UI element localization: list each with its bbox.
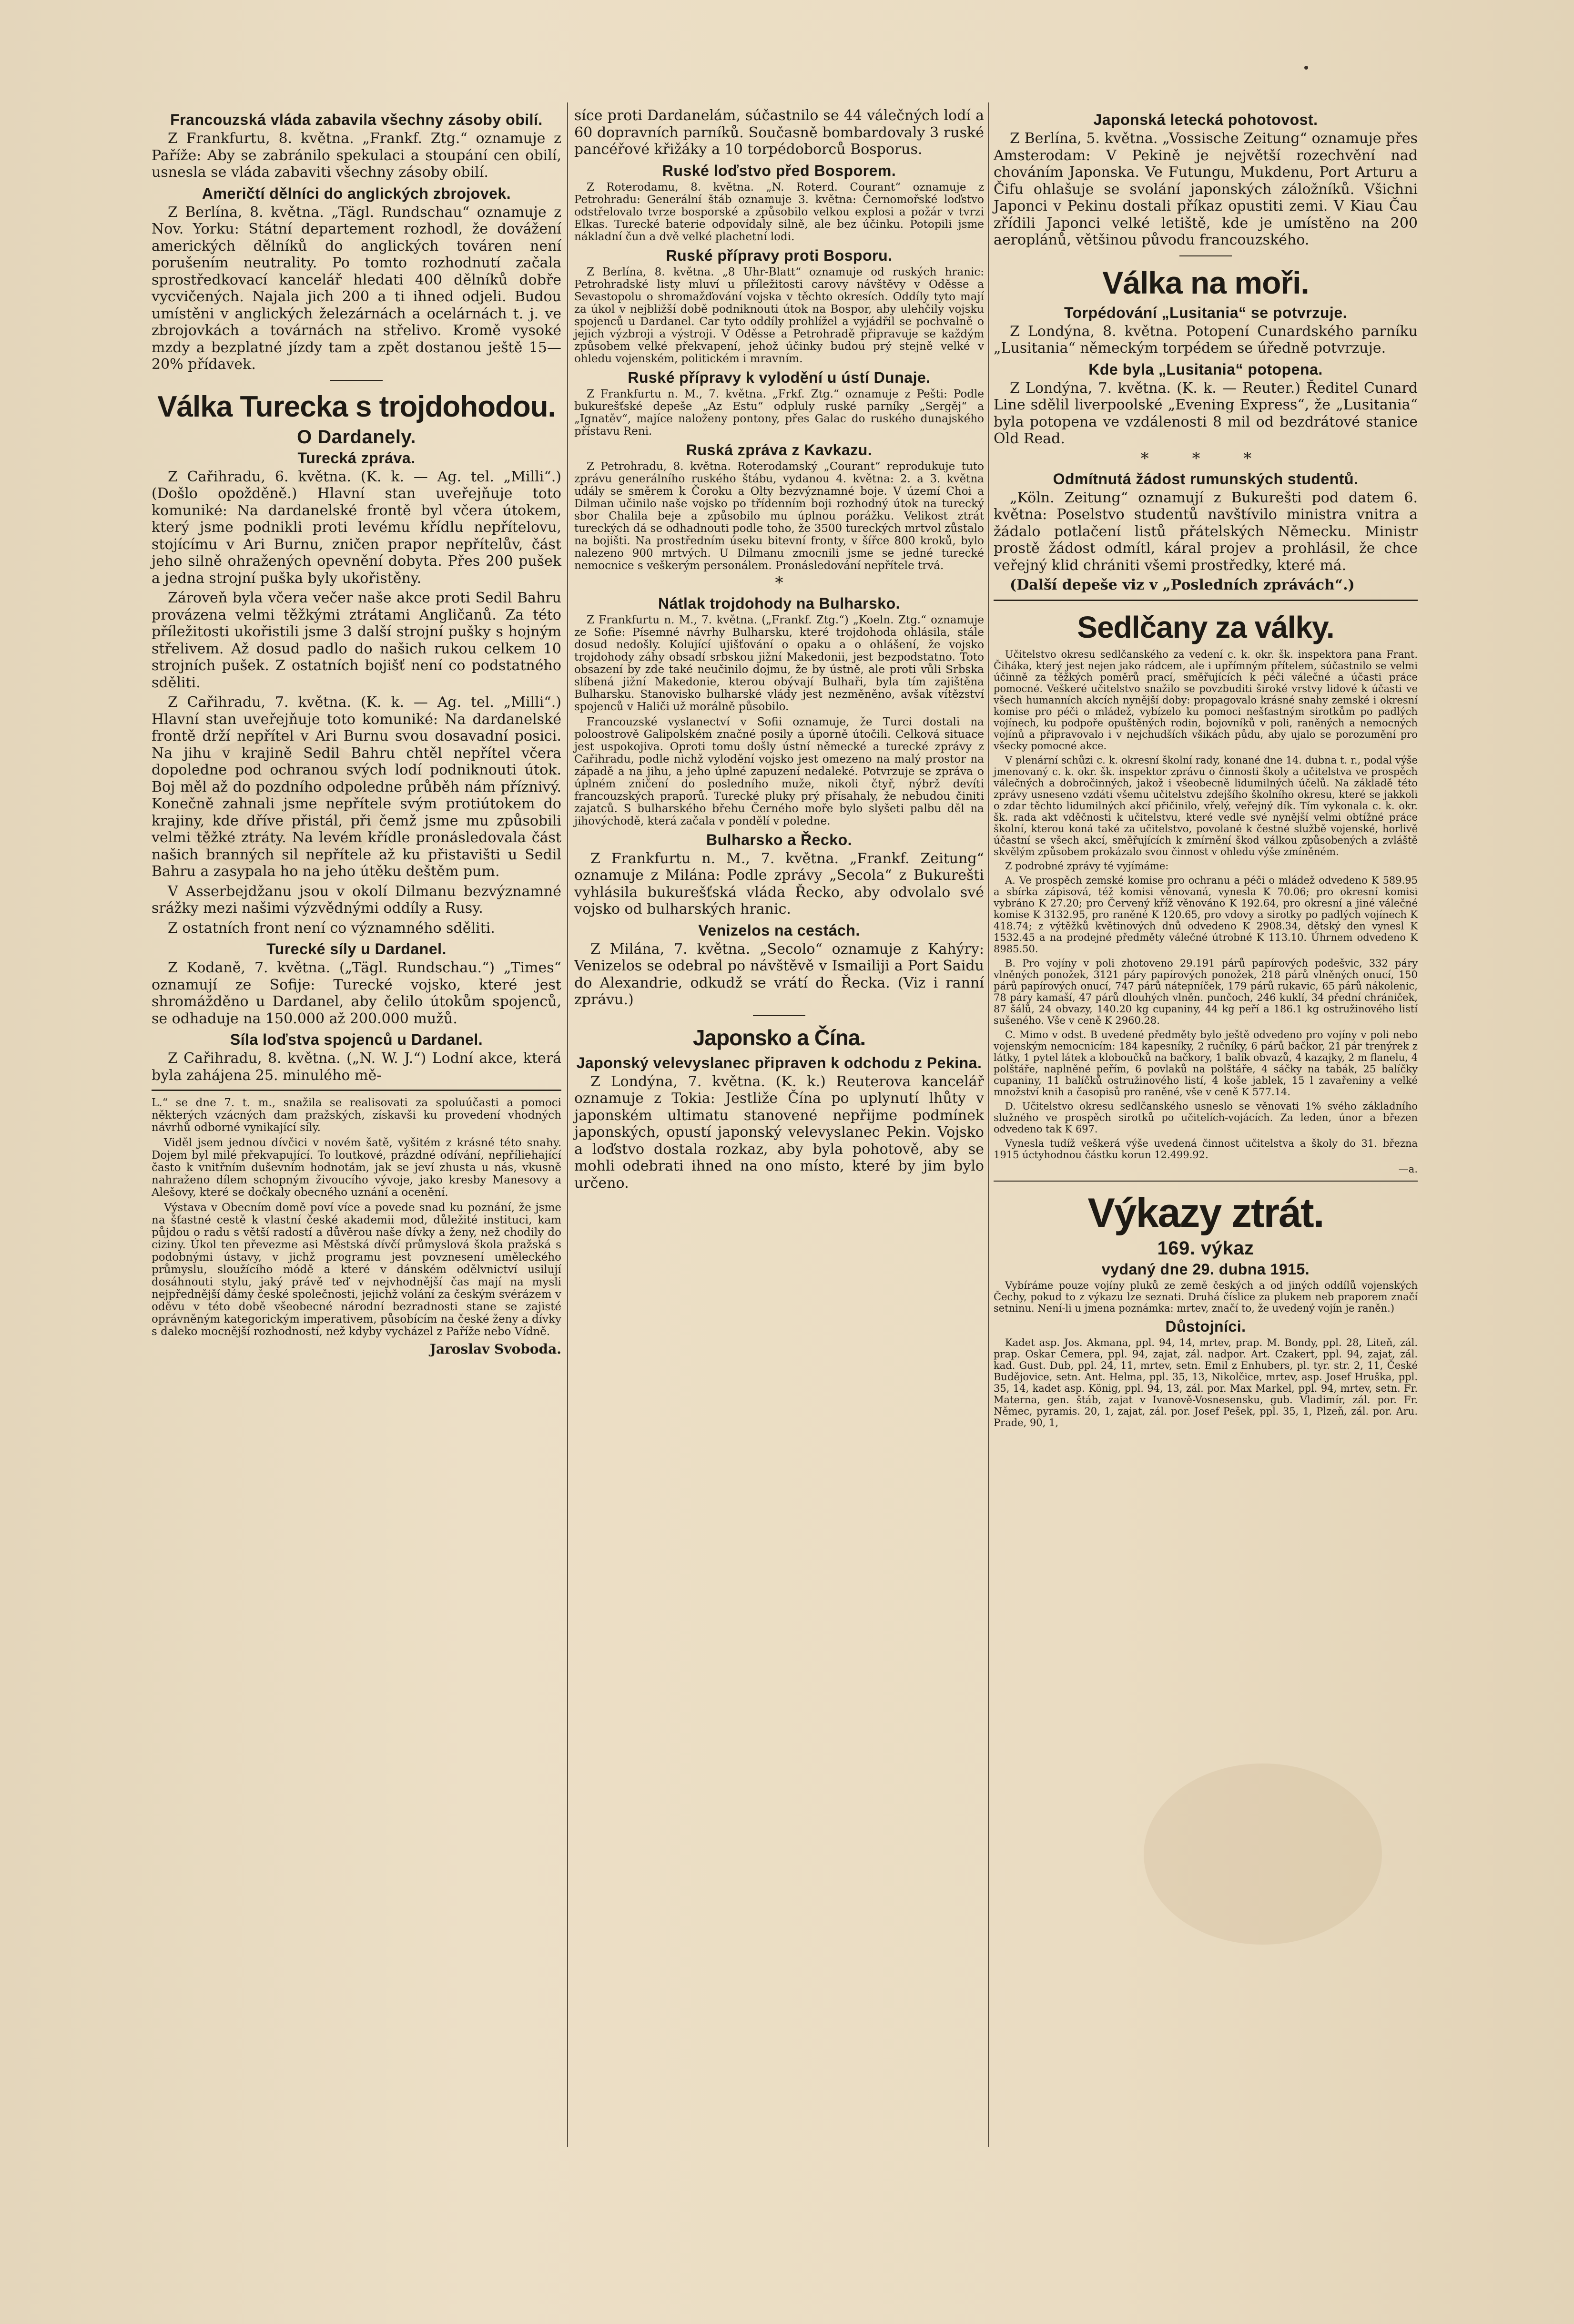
article-text: Z Kodaně, 7. května. („Tägl. Rundschau.“) „Times“ oznamují ze Sofije: Turecké vojsko, které jest shromážděno u Dardanel, aby čelilo útokům spojenců, se odhaduje na 150.000 až 200.000 mužů. [152, 959, 561, 1027]
column-2 [574, 107, 984, 1194]
article-text: Z Roterodamu, 8. května. „N. Roterd. Courant“ oznamuje z Petrohradu: Generální štáb oznamuje 3. května: Černomořské loďstvo odstřelovalo tvrze bosporské a způsobilo velkou explosi a požár v tvrzi Elkas. Turecké baterie odpovídaly silně, ale bez účinku. Potopili jsme nákladní čun a dvě velké plachetní lodi. [574, 181, 984, 243]
article-text: Z Berlína, 8. května. „Tägl. Rundschau“ oznamuje z Nov. Yorku: Státní departement rozhodl, že dovážení amerických dělníků do anglických továren není porušením neutrality. Po tomto rozhodnutí začala sprostředkovací kancelář hledati 400 dělníků dobře vycvičených. Najala jich 200 a ti ihned odjeli. Budou umístěni v anglických železárnách a ocelárnách t. j. ve zbrojovkách a továrnách na střelivo. Kromě vysoké mzdy a bezplatné jízdy tam a zpět dostanou ještě 15—20% přídavek. [152, 204, 561, 373]
article-text: V Asserbejdžanu jsou v okolí Dilmanu bezvýznamné srážky mezi našimi výzvědnými oddíly a Rusy. [152, 883, 561, 917]
asterisk-divider: * * * [1140, 448, 1271, 468]
headline-venizelos: Venizelos na cestách. [698, 921, 860, 939]
article-text: Učitelstvo okresu sedlčanského za vedení c. k. okr. šk. inspektora pana Frant. Čiháka, který jest nejen jako rádcem, ale i upřímným přítelem, súčastnilo se velmi účinně za těžkých poměrů prací, směřujících k péči válečné a účasti práce pomocné. Veškeré učitelstvo snažilo se povzbuditi široké vrstvy lidové k účasti ve všech humanních akcích nynější doby: propagovalo krásné snahy zemské i okresní komise pro péči o mládež, vybízelo ku pomoci nešťastným sirotkům po padlých vojínech, ku podpoře opuštěných rodin, bojovníků v poli, raněných a nemocných vojínů a připravovalo i v nejchudších všikách půdu, aby ujalo se porozumění pro všecky pomocné akce. [994, 648, 1418, 752]
column-1 [152, 107, 561, 1361]
feuilleton-text: L.“ se dne 7. t. m., snažila se realisovati za spoluúčasti a pomoci některých vzácných dam pražských, získavši ku provedení vhodných návrhů odborné vynikající síly. [152, 1097, 561, 1134]
divider [330, 380, 383, 381]
headline-danube: Ruské přípravy k vylodění u ústí Dunaje. [628, 368, 931, 386]
article-text: Z Cařihradu, 7. května. (K. k. — Ag. tel. „Milli“.) Hlavní stan uveřejňuje toto komuniké: Na dardanelské frontě drží nepřítel v Ari Burnu svou dosavadní posici. Na jihu v krajině Sedil Bahru chtěl nepřítel včera dopoledne pod ochranou svých lodí podniknouti útok. Boj měl až do pozdního odpoledne průběh nám příznivý. Konečně zahnali jsme nepřítele svým protiútokem do krajiny, kde dříve přistál, při čemž jsme mu způsobili velmi těžké ztráty. Na levém křídle pronásledovala část našich branných sil nepřítele až ku přistavišti u Sedil Bahru a zasypala ho na jeho útěku deštěm pum. [152, 694, 561, 880]
paper-stain [1144, 1763, 1382, 1945]
asterisk-divider: * [775, 573, 783, 592]
article-text: Zároveň byla včera večer naše akce proti Sedil Bahru provázena velmi těžkými ztrátami Angličanů. Za této příležitosti ukořistili jsme 3 další strojní pušky s hojným střelivem. Až dosud padlo do našich rukou celkem 10 strojních pušek. Z ostatních bojišť není co podstatného sděliti. [152, 590, 561, 691]
article-text: Z Cařihradu, 6. května. (K. k. — Ag. tel. „Milli“.) (Došlo opožděně.) Hlavní stan uveřejňuje toto komuniké: Na dardanelské frontě byl včera útokem, který jsme podnikli proti levému křídlu nepřítelovu, stojícímu v Ari Burnu, zničen prapor nepřítelův, část jeho silně ohražených opevnění dobyta. Přes 200 pušek a jedna strojní puška byly ukořistěny. [152, 468, 561, 587]
article-text: Z Berlína, 8. května. „8 Uhr-Blatt“ oznamuje od ruských hranic: Petrohradské listy mluví u příležitosti carovy návštěvy v Oděsse a Sevastopolu o shromažďování vojska v těchto okresích. Oddíly tyto mají za úkol v nejbližší době podniknouti útok na Bospor, aby ulehčily vojsku spojenců u Dardanel. Car tyto oddíly prohlížel a vyjádřil se pochvalně o jejich výzbroji a výstroji. V Oděsse a Petrohradě připravuje se každým způsobem velké překvapení, jehož účinky budou prý stejně velké v ohledu vojenském, politickém i mravním. [574, 265, 984, 365]
article-text: „Köln. Zeitung“ oznamují z Bukurešti pod datem 6. května: Poselstvo studentů navštívilo ministra vnitra a žádalo potlačení listů přátelských Německu. Ministr prostě žádost odmítl, káral projev a prohlásil, že chce veřejný klid chrániti všemi prostředky, které má. [994, 489, 1418, 574]
article-text: Z Petrohradu, 8. května. Roterodamský „Courant“ reprodukuje tuto zprávu generálního ruského štábu, vydanou 4. května: 2. a 3. května udály se směrem k Čoroku a Olty bezvýznamné boje. V území Choi a Dilman učinilo naše vojsko po třídenním boji rozhodný útok na turecký sbor Chalila beje a způsobilo mu úplnou porážku. Velikost ztrát tureckých dá se odhadnouti podle toho, že 3500 tureckých mrtvol zůstalo na bojišti. Na prostředním úseku bitevní fronty, v šířce 800 kroků, bylo nalezeno 900 mrtvých. U Dilmanu zmocnili jsme se jedné turecké nemocnice s veškerým personálem. Pronásledování nepřítele trvá. [574, 460, 984, 572]
section-subheadline: O Dardanely. [297, 426, 416, 448]
headline-workers: Američtí dělníci do anglických zbrojovek. [202, 184, 511, 202]
divider [753, 1015, 805, 1016]
headline-bulgaria-pressure: Nátlak trojdohody na Bulharsko. [658, 594, 900, 612]
feuilleton-text: Viděl jsem jednou dívčici v novém šatě, vyšitém z krásné této snahy. Dojem byl milé překvapující. To loutkové, prázdné odívání, nepříliehající často k vnitřním duševním hodnotám, jak se jeví zhusta u nás, vkusně nahraženo dílem schopným živoucího vývoje, jako kresby Manesovy a Alešovy, které se dočkaly obecného uznání a ocenění. [152, 1137, 561, 1199]
article-text: Vynesla tudíž veškerá výše uvedená činnost učitelstva a školy do 31. března 1915 úctyhodnou částku korun 12.499.92. [994, 1137, 1418, 1161]
article-text: Z Frankfurtu n. M., 7. května. („Frankf. Ztg.“) „Koeln. Ztg.“ oznamuje ze Sofie: Písemné návrhy Bulharsku, které trojdohoda ohlásila, stále dosud nedošly. Kolující ujišťování o opaku a o ohlášení, že vojsko trojdohody záhy obsadí srbskou jižní Makedonii, jest bezpodstatno. Toto obsazení by zde také neučinilo dojmu, že by ústně, ale proti vůli Srbska slíbená jižní Makedonie, kterou obývají Bulhaři, byla tím zajištěna Bulharsku. Stanovisko bulharské vlády jest nezměněno, avšak vítězství spojenců v Haliči už morálně působilo. [574, 613, 984, 713]
article-text: A. Ve prospěch zemské komise pro ochranu a péči o mládež odvedeno K 589.95 a sbírka zápisová, též komisi věnovaná, vynesla K 70.06; pro okresní komisi vybráno K 27.20; pro Červený kříž věnováno K 192.64, pro okresní a jiné válečné komise K 3132.95, pro raněné K 120.65, pro vdovy a sirotky po padlých vojínech K 418.74; z výtěžků květinových dnů odvedeno K 2908.34, dětský den vynesl K 1532.45 a na prodejné předměty válečné útrobné K 113.10. Úhrnem odvedeno K 8985.50. [994, 874, 1418, 955]
article-text: V plenární schůzi c. k. okresní školní rady, konané dne 14. dubna t. r., podal výše jmenovaný c. k. okr. šk. inspektor zprávu o činnosti školy a učitelstva ve prospěch válečných a dobročinných, jakož i všeobecně lidumilných účelů. Na základě této zprávy usneseno vzdáti všemu učitelstvu zdejšího školního okresu, které se jakkoli o zdar těchto lidumilných akcí přičinilo, vřelý, veřejný dík. Tím vykonala c. k. okr. šk. rada akt vděčnosti k učitelstvu, které vedle své nynější velmi obtížné práce školní, kterou koná také za učitelstvo, povolané k čestné službě vojenské, horlivě účastní se všech akcí, směřujících k zmírnění škod válkou způsobených a zvláště skvělým způsobem prokázalo svou činnost v ohledu výše zmíněném. [994, 754, 1418, 857]
article-text: Kadet asp. Jos. Akmana, ppl. 94, 14, mrtev, prap. M. Bondy, ppl. 28, Liteň, zál. prap. Oskar Čemera, ppl. 94, zajat, zál. nadpor. Art. Czakert, ppl. 94, zajat, zál. kad. Gust. Dub, ppl. 24, 11, mrtev, setn. Emil z Enhubers, pl. tyr. str. 2, 11, České Budějovice, setn. Ant. Helma, ppl. 35, 13, Nikolčice, mrtev, asp. Josef Hruška, ppl. 35, 14, kadet asp. König, ppl. 94, 13, zál. por. Max Markel, ppl. 94, mrtev, setn. Fr. Materna, gen. štáb, zajat v Ivanově-Vosnesensku, gub. Vladimír, zál. por. Fr. Němec, pyramis. 20, 1, zajat, zál. por. Josef Pešek, ppl. 35, 1, Plzeň, zál. por. Aru. Prade, 90, 1, [994, 1336, 1418, 1428]
divider [994, 600, 1418, 601]
headline-grain: Francouzská vláda zabavila všechny zásoby obilí. [170, 111, 543, 128]
headline-russian-fleet: Ruské loďstvo před Bosporem. [662, 162, 896, 179]
headline-bulgaria-greece: Bulharsko a Řecko. [706, 831, 852, 848]
headline-lusitania-where: Kde byla „Lusitania“ potopena. [1088, 360, 1323, 378]
headline-russian-preparations: Ruské přípravy proti Bosporu. [666, 246, 893, 264]
section-headline-sedlcany: Sedlčany za války. [1077, 610, 1334, 644]
feuilleton-text: Výstava v Obecním domě poví více a povede snad ku poznání, že jsme na šťastné cestě k vlastní české akademii mod, důležité instituci, kam půjdou o radu s větší radostí a důvěrou naše dívky a ženy, než chodily do ciziny. Úkol ten převezme asi Městská dívčí průmyslová škola pražská s podobnými ústavy, v jichž programu jest povznesení uměleckého průmyslu, sloužícího módě a které v dánském odělvnictví usilují dosáhnouti stylu, jaký právě teď v nejvhodnější čas mají na mysli nejpřednější dámy české společnosti, jejichž volání za českým svérázem v oděvu v této době všeobecné národní bezradnosti stane se zajisté oprávněným kategorickým imperativem, působícím na české ženy a dívky s daleko mocnější rozhodností, než kdyby vycházel z Paříže nebo Vídně. [152, 1202, 561, 1338]
headline-romanian-students: Odmítnutá žádost rumunských studentů. [1053, 470, 1359, 488]
column-rule [567, 102, 568, 2147]
feuilleton-byline: Jaroslav Svoboda. [429, 1341, 561, 1357]
feuilleton-divider [152, 1090, 561, 1091]
article-text: Francouzské vyslanectví v Sofii oznamuje, že Turci dostali na poloostrově Galipolském značné posily a úporně útočili. Celková situace jest uspokojiva. Oproti tomu došly ústní německé a turecké zprávy z Cařihradu, podle nichž vylodění vojsko jest omezeno na malý prostor na západě a na jihu, a jeho úplné zapuzení nedaleké. Potvrzuje se zpráva o úplném zničení do posledního muže, nikoli čtyř, nýbrž devíti francouzských praporů. Turecké pluky prý přísahaly, že nebudou činiti zajatců. S bulharského břehu Černého moře bylo slyšeti palbu děl na jihovýchodě, která začala v pondělí v poledne. [574, 715, 984, 827]
article-text: Z Londýna, 7. května. (K. k. — Reuter.) Ředitel Cunard Line sdělil liverpoolské „Evening Express“, že „Lusitania“ byla potopena ve vzdálenosti 8 mil od bezdrátové stanice Old Read. [994, 379, 1418, 447]
headline-ambassador: Japonský velevyslanec připraven k odchodu z Pekina. [576, 1054, 982, 1071]
section-headline-casualties: Výkazy ztrát. [1087, 1190, 1324, 1236]
column-3 [994, 107, 1418, 1431]
article-text: Z ostatních front není co významného sděliti. [168, 919, 495, 937]
divider [1179, 255, 1232, 256]
section-headline-sea-war: Válka na moři. [1102, 265, 1309, 300]
divider [994, 1181, 1418, 1182]
article-note: (Další depeše viz v „Posledních zprávách“.) [1010, 577, 1355, 593]
headline-turkish-report: Turecká zpráva. [297, 449, 416, 467]
article-text: Z Frankfurtu n. M., 7. května. „Frankf. Zeitung“ oznamuje z Milána: Podle zprávy „Secola“ z Bukurešti vyhlásila bukurešťská vláda Řecko, aby odvolalo své vojsko od bulharských hranic. [574, 850, 984, 917]
section-headline: Válka Turecka s trojdohodou. [157, 390, 556, 423]
casualty-list-number: 169. výkaz [1157, 1237, 1254, 1259]
casualty-list-date: vydaný dne 29. dubna 1915. [1101, 1260, 1310, 1278]
article-text: Z podrobné zprávy té vyjímáme: [1005, 860, 1169, 872]
article-text: síce proti Dardanelám, súčastnilo se 44 válečných lodí a 60 dopravních parníků. Současně bombardovaly 3 ruské pancéřové křižáky a 10 torpédoborců Bosporus. [574, 107, 984, 158]
article-text: Z Frankfurtu n. M., 7. května. „Frkf. Ztg.“ oznamuje z Pešti: Podle bukurešťské depeše „Az Estu“ odpluly ruské parníky „Sergěj“ a „Ignatěv“, majíce naloženy pontony, přes Galac do ruského dunajského přístavu Reni. [574, 387, 984, 438]
section-headline-japan-china: Japonsko a Čína. [692, 1025, 866, 1050]
article-text: Z Cařihradu, 8. května. („N. W. J.“) Lodní akce, která byla zahájena 25. minulého mě- [152, 1050, 561, 1084]
headline-officers: Důstojníci. [1165, 1317, 1246, 1335]
headline-lusitania: Torpédování „Lusitania“ se potvrzuje. [1064, 304, 1347, 321]
column-rule [988, 102, 989, 2147]
headline-japan-aviation: Japonská letecká pohotovost. [1093, 111, 1318, 128]
headline-caucasus: Ruská zpráva z Kavkazu. [686, 441, 873, 459]
article-text: C. Mimo v odst. B uvedené předměty bylo ještě odvedeno pro vojíny v poli nebo vojenským nemocnicím: 184 kapesníky, 2 ručníky, 6 párů bačkor, 21 pár trenýrek z látky, 1 pytel látek a kloboučků na bačkory, 1 balík obvazů, 4 kazajky, 2 m flanelu, 4 polštáře, naplněné peřím, 6 povlaků na polštáře, 4 sáčky na tabák, 25 balíčky cupaniny, 11 balíčků ostružinového listí, 4 koše jablek, 15 l zavařeniny a velké množství knih a časopisů pro raněné, vše v ceně K 577.14. [994, 1029, 1418, 1098]
article-text: Z Milána, 7. května. „Secolo“ oznamuje z Kahýry: Venizelos se odebral po návštěvě v Ismailiji a Port Saidu do Alexandrie, odkudž se vrátí do Řecka. (Viz i ranní zprávu.) [574, 940, 984, 1008]
headline-allied-fleet: Síla loďstva spojenců u Dardanel. [230, 1031, 483, 1048]
ink-speck [1304, 66, 1308, 70]
article-text: Z Frankfurtu, 8. května. „Frankf. Ztg.“ oznamuje z Paříže: Aby se zabránilo spekulaci a stoupání cen obilí, usnesla se vláda zabaviti všechny zásoby obilí. [152, 130, 561, 181]
article-text: Z Berlína, 5. května. „Vossische Zeitung“ oznamuje přes Amsterodam: V Pekině je největší rozechvění nad chováním Japonska. Ve Futungu, Mukdenu, Port Arturu a Čifu ohlašuje se svolání japonských záložníků. Všichni Japonci v Pekinu dostali příkaz opustiti zemi. V Kiau Čau zřídili Japonci velké letiště, kde je umístěno na 200 aeroplánů, většinou původu francouzského. [994, 130, 1418, 248]
article-signature: —a. [1398, 1163, 1418, 1175]
article-text: Z Londýna, 7. května. (K. k.) Reuterova kancelář oznamuje z Tokia: Jestliže Čína po uplynutí lhůty v japonském ultimatu stanovené nepřijme podmínek japonských, opustí japonský velevyslanec Pekin. Vojsko a loďstvo dostala rozkaz, aby byla pohotově, aby se mohli odebrati ihned na ono místo, které by jim bylo určeno. [574, 1073, 984, 1192]
article-text: Z Londýna, 8. května. Potopení Cunardského parníku „Lusitania“ německým torpédem se úředně potvrzuje. [994, 323, 1418, 357]
article-text: D. Učitelstvo okresu sedlčanského usneslo se věnovati 1% svého základního služného ve prospěch sirotků po učitelích-vojácích. Za leden, únor a březen odvedeno tak K 697. [994, 1100, 1418, 1135]
headline-turkish-forces: Turecké síly u Dardanel. [266, 940, 447, 958]
article-text: Vybíráme pouze vojíny pluků ze země českých a od jiných oddílů vojenských Čechy, pokud to z výkazu lze seznati. Druhá číslice za plukem neb praporem značí setninu. Není-li u jmena poznámka: mrtev, značí to, že uvedený vojín je raněn.) [994, 1279, 1418, 1314]
article-text: B. Pro vojíny v poli zhotoveno 29.191 párů papírových podešvic, 332 páry vlněných ponožek, 3121 páry papírových ponožek, 218 párů vlněných onucí, 150 párů papírových onucí, 747 párů nátepníček, 179 párů rukavic, 65 párů nákolenic, 78 páry kamaší, 47 párů dlouhých vlněn. punčoch, 246 kuklí, 34 přední chrániček, 87 šálů, 24 obvazy, 140.20 kg cupaniny, 44 kg peří a 186.1 kg ostružinového listí sušeného. Vše v ceně K 2960.28. [994, 957, 1418, 1026]
